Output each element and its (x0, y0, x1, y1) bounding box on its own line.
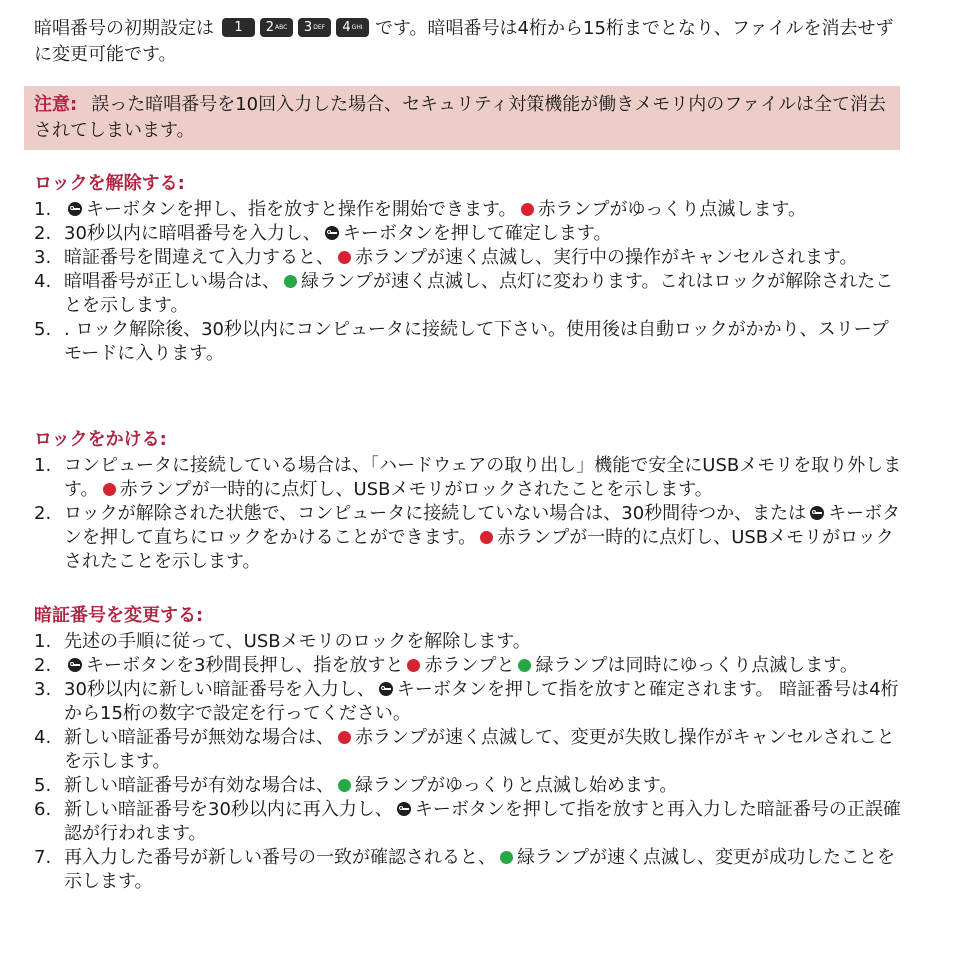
section-change-code (34, 604, 904, 894)
red-led-icon (103, 483, 116, 496)
step-text: 赤ランプが一時的に点灯し、USBメモリがロックされたことを示します。 (64, 527, 894, 572)
step-text: キーボタンを押して指を放すと確定されます。 暗証番号は4桁から15桁の数字で設定を行ってください。 (64, 679, 899, 724)
warning-text: 誤った暗唱番号を10回入力した場合、セキュリティ対策機能が働きメモリ内のファイルは全て消去されてしまいます。 (34, 94, 886, 141)
step-text: 赤ランプが一時的に点灯し、USBメモリがロックされたことを示します。 (119, 479, 713, 500)
step-number: 2. (34, 655, 52, 676)
step-text: キーボタンを3秒間長押し、指を放すと (86, 655, 404, 676)
keypad-key-1 (222, 18, 255, 37)
step-number: 2. (34, 503, 52, 524)
step-number: 2. (34, 223, 52, 244)
step-text: キーボタンを押して直ちにロックをかけることができます。 (64, 503, 901, 548)
default-code-keys (222, 18, 369, 37)
step-text: 赤ランプがゆっくり点滅します。 (537, 199, 806, 220)
step-number: 6. (34, 799, 52, 820)
list-item (34, 726, 904, 774)
step-text: 新しい暗証番号が有効な場合は、 (64, 775, 334, 796)
step-text: 先述の手順に従って、USBメモリのロックを解除します。 (64, 631, 531, 652)
step-number: 5. (34, 319, 52, 340)
list-item (34, 454, 904, 502)
red-led-icon (338, 251, 351, 264)
step-text: . ロック解除後、30秒以内にコンピュータに接続して下さい。使用後は自動ロックがかかり、スリープモードに入ります。 (64, 319, 889, 364)
list-item (34, 222, 904, 246)
key-number: 4 (342, 20, 351, 35)
step-text: 暗唱番号が正しい場合は、 (64, 271, 280, 292)
key-letters: ABC (274, 24, 288, 31)
key-icon (325, 226, 339, 240)
key-icon (68, 658, 82, 672)
step-number: 1. (34, 199, 52, 220)
step-text: 新しい暗証番号が無効な場合は、 (64, 727, 334, 748)
step-text: 新しい暗証番号を30秒以内に再入力し、 (64, 799, 393, 820)
step-number: 4. (34, 271, 52, 292)
red-led-icon (407, 659, 420, 672)
list-item (34, 198, 904, 222)
step-text: コンピュータに接続している場合は、「ハードウェアの取り出し」機能で安全にUSBメモリを取り外します。 (64, 455, 902, 500)
list-item (34, 774, 904, 798)
list-item (34, 502, 904, 574)
green-led-icon (338, 779, 351, 792)
step-number: 4. (34, 727, 52, 748)
step-text: キーボタンを押して指を放すと再入力した暗証番号の正誤確認が行われます。 (64, 799, 901, 844)
key-number: 1 (234, 20, 243, 35)
section-lock (34, 428, 904, 574)
step-text: 緑ランプがゆっくりと点滅し始めます。 (355, 775, 678, 796)
key-icon (68, 202, 82, 216)
unlock-steps (34, 198, 904, 366)
section-heading-unlock: ロックを解除する: (34, 173, 185, 194)
list-item (34, 246, 904, 270)
list-item (34, 846, 904, 894)
list-item (34, 318, 904, 366)
list-item (34, 798, 904, 846)
step-text: 再入力した番号が新しい番号の一致が確認されると、 (64, 847, 496, 868)
red-led-icon (521, 203, 534, 216)
step-number: 3. (34, 679, 52, 700)
key-icon (397, 802, 411, 816)
step-number: 3. (34, 247, 52, 268)
list-item (34, 678, 904, 726)
key-letters: GHI (351, 24, 363, 31)
list-item (34, 654, 904, 678)
step-text: キーボタンを押し、指を放すと操作を開始できます。 (86, 199, 517, 220)
keypad-key-4 (336, 18, 369, 37)
step-text: 赤ランプが速く点滅し、実行中の操作がキャンセルされます。 (355, 247, 858, 268)
step-number: 7. (34, 847, 52, 868)
step-text: 赤ランプが速く点滅して、変更が失敗し操作がキャンセルされことを示します。 (64, 727, 895, 772)
green-led-icon (500, 851, 513, 864)
step-number: 1. (34, 455, 52, 476)
key-number: 3 (303, 20, 313, 35)
lock-steps (34, 454, 904, 574)
step-text: 緑ランプは同時にゆっくり点滅します。 (535, 655, 858, 676)
step-text: ロックが解除された状態で、コンピュータに接続していない場合は、30秒間待つか、または (64, 503, 807, 524)
section-heading-change: 暗証番号を変更する: (34, 605, 204, 626)
warning-note (24, 86, 900, 150)
step-text: 緑ランプが速く点滅し、点灯に変わります。これはロックが解除されたことを示します。 (64, 271, 894, 316)
step-text: 赤ランプと (424, 655, 515, 676)
step-number: 1. (34, 631, 52, 652)
step-text: キーボタンを押して確定します。 (342, 223, 612, 244)
intro-after: です。暗唱番号は4桁から15桁までとなり、ファイルを消去せずに変更可能です。 (34, 18, 894, 65)
step-text: 緑ランプが速く点滅し、変更が成功したことを示します。 (64, 847, 895, 892)
list-item (34, 270, 904, 318)
intro-paragraph (34, 16, 894, 68)
warning-label: 注意: (34, 94, 78, 115)
intro-before: 暗唱番号の初期設定は (34, 18, 214, 39)
step-text: 暗証番号を間違えて入力すると、 (64, 247, 334, 268)
intro-text (34, 16, 894, 68)
list-item (34, 630, 904, 654)
green-led-icon (518, 659, 531, 672)
red-led-icon (338, 731, 351, 744)
key-letters: DEF (313, 24, 326, 31)
step-text: 30秒以内に新しい暗証番号を入力し、 (64, 679, 375, 700)
section-unlock (34, 172, 904, 366)
keypad-key-2 (260, 18, 293, 37)
key-icon (810, 506, 824, 520)
key-number: 2 (265, 20, 274, 35)
change-steps (34, 630, 904, 894)
step-text: 30秒以内に暗唱番号を入力し、 (64, 223, 321, 244)
red-led-icon (480, 531, 493, 544)
step-number: 5. (34, 775, 52, 796)
green-led-icon (284, 275, 297, 288)
section-heading-lock: ロックをかける: (34, 429, 167, 450)
key-icon (379, 682, 393, 696)
keypad-key-3 (298, 18, 331, 37)
